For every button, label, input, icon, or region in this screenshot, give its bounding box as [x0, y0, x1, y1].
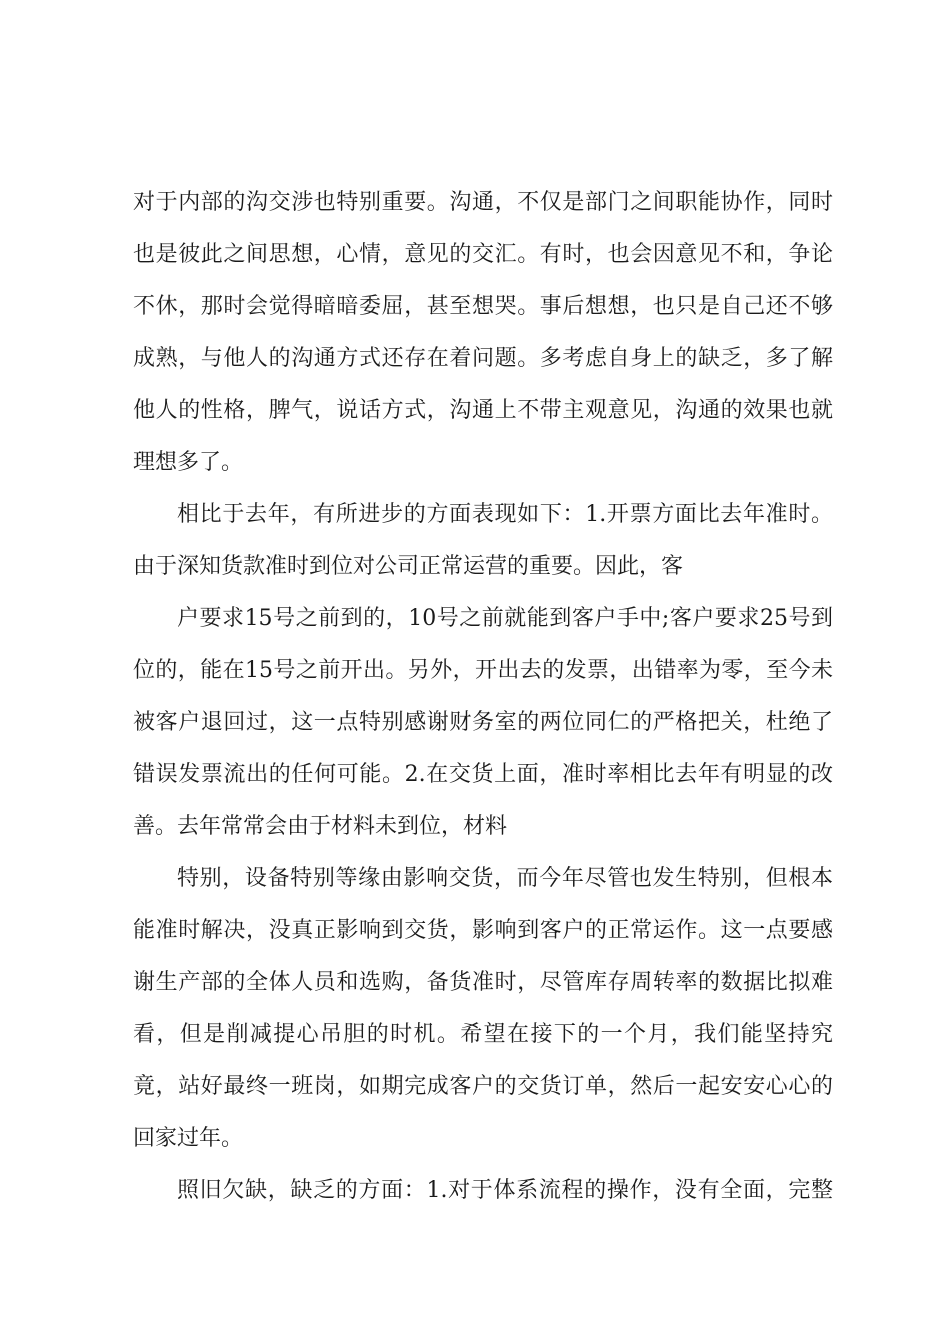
text-line: 户要求15号之前到的，10号之前就能到客户手中;客户要求25号到	[177, 606, 833, 631]
text-line: 也是彼此之间思想，心情，意见的交汇。有时，也会因意见不和，争论	[133, 242, 833, 267]
text-line: 错误发票流出的任何可能。2.在交货上面，准时率相比去年有明显的改	[133, 762, 833, 787]
text-line: 特别，设备特别等缘由影响交货，而今年尽管也发生特别，但根本	[177, 866, 833, 891]
text-line: 看，但是削减提心吊胆的时机。希望在接下的一个月，我们能坚持究	[133, 1022, 833, 1047]
text-line: 理想多了。	[133, 450, 244, 475]
text-line: 被客户退回过，这一点特别感谢财务室的两位同仁的严格把关，杜绝了	[133, 710, 833, 735]
text-line: 由于深知货款准时到位对公司正常运营的重要。因此，客	[133, 554, 684, 579]
text-line: 成熟，与他人的沟通方式还存在着问题。多考虑自身上的缺乏，多了解	[133, 346, 833, 371]
text-line: 相比于去年，有所进步的方面表现如下：1.开票方面比去年准时。	[177, 502, 833, 527]
text-line: 回家过年。	[133, 1126, 244, 1151]
text-line: 不休，那时会觉得暗暗委屈，甚至想哭。事后想想，也只是自己还不够	[133, 294, 833, 319]
text-line: 能准时解决，没真正影响到交货，影响到客户的正常运作。这一点要感	[133, 918, 833, 943]
text-line: 对于内部的沟交涉也特别重要。沟通，不仅是部门之间职能协作，同时	[133, 190, 833, 215]
text-line: 照旧欠缺，缺乏的方面：1.对于体系流程的操作，没有全面，完整	[177, 1178, 833, 1203]
text-line: 谢生产部的全体人员和选购，备货准时，尽管库存周转率的数据比拟难	[133, 970, 833, 995]
text-line: 他人的性格，脾气，说话方式，沟通上不带主观意见，沟通的效果也就	[133, 398, 833, 423]
text-line: 位的，能在15号之前开出。另外，开出去的发票，出错率为零，至今未	[133, 658, 833, 683]
text-line: 善。去年常常会由于材料未到位，材料	[133, 814, 508, 839]
text-line: 竟，站好最终一班岗，如期完成客户的交货订单，然后一起安安心心的	[133, 1074, 833, 1099]
